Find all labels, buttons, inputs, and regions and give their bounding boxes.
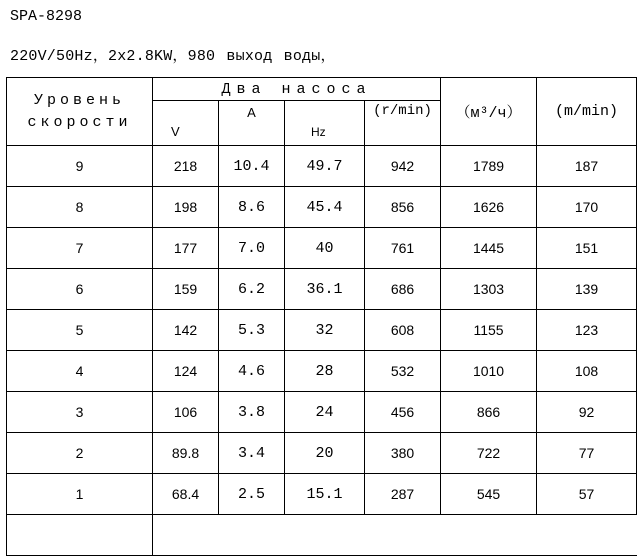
rpm-cell: 942 (365, 146, 441, 187)
frequency-cell: 15.1 (285, 474, 365, 515)
speed-level-header-line2: скорости (27, 113, 132, 131)
voltage-cell: 89.8 (153, 433, 219, 474)
voltage-header-cell (153, 101, 219, 146)
flow-cell: 1789 (441, 146, 537, 187)
frequency-cell: 24 (285, 392, 365, 433)
flow-cell: 1626 (441, 187, 537, 228)
empty-cell (7, 515, 153, 556)
rpm-cell: 856 (365, 187, 441, 228)
frequency-header-cell (285, 101, 365, 146)
table-row (7, 474, 637, 515)
rpm-cell: 532 (365, 351, 441, 392)
rpm-header-cell (365, 101, 441, 146)
document-title: SPA-8298 (10, 8, 83, 25)
rpm-cell: 456 (365, 392, 441, 433)
table-header-row (7, 78, 637, 101)
voltage-cell: 142 (153, 310, 219, 351)
flow-cell: 722 (441, 433, 537, 474)
speed-cell: 170 (537, 187, 637, 228)
current-cell: 3.8 (219, 392, 285, 433)
voltage-cell: 218 (153, 146, 219, 187)
current-cell: 10.4 (219, 146, 285, 187)
rpm-cell: 287 (365, 474, 441, 515)
speed-cell: 108 (537, 351, 637, 392)
current-cell: 4.6 (219, 351, 285, 392)
voltage-cell: 68.4 (153, 474, 219, 515)
document-subtitle: 220V/50Hz，2x2.8KW，980 выход воды， (10, 48, 336, 65)
speed-level-header-line1: Уровень (33, 91, 125, 109)
flow-cell: 1445 (441, 228, 537, 269)
speed-level-cell: 8 (7, 187, 153, 228)
speed-level-cell: 7 (7, 228, 153, 269)
current-cell: 3.4 (219, 433, 285, 474)
frequency-cell: 32 (285, 310, 365, 351)
flow-cell: 545 (441, 474, 537, 515)
frequency-cell: 36.1 (285, 269, 365, 310)
rpm-cell: 608 (365, 310, 441, 351)
frequency-cell: 40 (285, 228, 365, 269)
current-cell: 2.5 (219, 474, 285, 515)
current-cell: 8.6 (219, 187, 285, 228)
frequency-cell: 20 (285, 433, 365, 474)
speed-cell: 77 (537, 433, 637, 474)
voltage-cell: 198 (153, 187, 219, 228)
flow-cell: 866 (441, 392, 537, 433)
rpm-cell: 380 (365, 433, 441, 474)
speed-level-cell: 3 (7, 392, 153, 433)
rpm-header: (r/min) (373, 103, 432, 119)
voltage-cell: 159 (153, 269, 219, 310)
speed-cell: 187 (537, 146, 637, 187)
empty-table-row (7, 515, 637, 556)
speed-level-cell: 6 (7, 269, 153, 310)
table-row (7, 146, 637, 187)
frequency-cell: 45.4 (285, 187, 365, 228)
rpm-cell: 686 (365, 269, 441, 310)
speed-cell: 123 (537, 310, 637, 351)
flow-header: （м³/ч） (441, 78, 537, 146)
speed-cell: 151 (537, 228, 637, 269)
voltage-header: V (171, 124, 180, 139)
speed-level-cell: 4 (7, 351, 153, 392)
empty-cell (153, 515, 637, 556)
speed-level-cell: 2 (7, 433, 153, 474)
frequency-cell: 49.7 (285, 146, 365, 187)
current-cell: 7.0 (219, 228, 285, 269)
voltage-cell: 106 (153, 392, 219, 433)
table-row (7, 351, 637, 392)
speed-level-cell: 9 (7, 146, 153, 187)
speed-cell: 92 (537, 392, 637, 433)
speed-level-cell: 5 (7, 310, 153, 351)
speed-cell: 139 (537, 269, 637, 310)
table-row (7, 392, 637, 433)
speed-level-header (7, 78, 153, 146)
speed-level-cell: 1 (7, 474, 153, 515)
table-row (7, 228, 637, 269)
two-pumps-header: Два насоса (153, 78, 441, 101)
voltage-cell: 124 (153, 351, 219, 392)
frequency-cell: 28 (285, 351, 365, 392)
speed-header: (m/min) (537, 78, 637, 146)
flow-cell: 1010 (441, 351, 537, 392)
rpm-cell: 761 (365, 228, 441, 269)
current-cell: 5.3 (219, 310, 285, 351)
current-cell: 6.2 (219, 269, 285, 310)
table-row (7, 269, 637, 310)
flow-cell: 1303 (441, 269, 537, 310)
frequency-header: Hz (311, 125, 326, 139)
current-header: A (247, 105, 256, 120)
voltage-cell: 177 (153, 228, 219, 269)
flow-cell: 1155 (441, 310, 537, 351)
table-row (7, 310, 637, 351)
table-row (7, 187, 637, 228)
speed-cell: 57 (537, 474, 637, 515)
spec-table (6, 77, 637, 556)
current-header-cell (219, 101, 285, 146)
table-row (7, 433, 637, 474)
